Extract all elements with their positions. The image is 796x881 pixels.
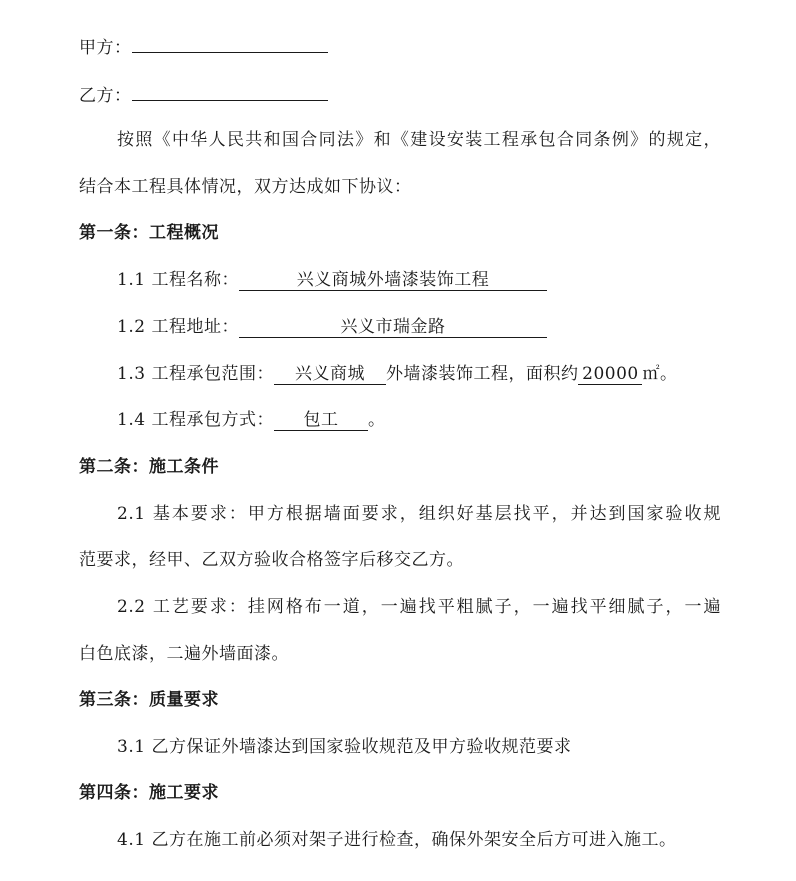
- item-1-3: [117, 362, 677, 386]
- project-name-value: 兴义商城外墙漆装饰工程: [239, 270, 547, 291]
- article-1-heading: 第一条：工程概况: [79, 223, 219, 243]
- party-b-line: [79, 82, 328, 108]
- project-area-value: 20000: [578, 364, 642, 385]
- item-1-2-label: 1.2 工程地址：: [117, 317, 239, 337]
- item-1-3-label: 1.3 工程承包范围：: [117, 364, 274, 384]
- area-unit: ㎡。: [642, 364, 678, 384]
- article-3-heading: 第三条：质量要求: [79, 690, 219, 710]
- article-2-heading: 第二条：施工条件: [79, 457, 219, 477]
- item-1-3-text: 外墙漆装饰工程，面积约: [385, 364, 579, 384]
- party-b-label: 乙方：: [79, 86, 132, 106]
- party-a-blank[interactable]: [132, 34, 328, 53]
- item-1-1-label: 1.1 工程名称：: [117, 270, 239, 290]
- preamble-line-1: 按照《中华人民共和国合同法》和《建设安装工程承包合同条例》的规定，: [117, 130, 721, 150]
- article-4-heading: 第四条：施工要求: [79, 783, 219, 803]
- contract-method-value: 包工: [274, 410, 368, 431]
- project-address-value: 兴义市瑞金路: [239, 317, 547, 338]
- project-scope-value: 兴义商城: [274, 364, 386, 385]
- item-1-1: [117, 268, 547, 292]
- item-1-4-label: 1.4 工程承包方式：: [117, 410, 274, 430]
- item-2-2-line-1: 2.2 工艺要求：挂网格布一道，一遍找平粗腻子，一遍找平细腻子，一遍: [117, 597, 721, 617]
- item-1-2: [117, 315, 547, 339]
- party-b-blank[interactable]: [132, 82, 328, 101]
- item-1-4: [117, 408, 385, 432]
- party-a-line: [79, 34, 328, 60]
- item-1-4-end: 。: [367, 410, 386, 430]
- party-a-label: 甲方：: [79, 38, 132, 58]
- item-2-1-line-2: 范要求，经甲、乙双方验收合格签字后移交乙方。: [79, 550, 464, 570]
- item-4-1: 4.1 乙方在施工前必须对架子进行检查，确保外架安全后方可进入施工。: [117, 830, 677, 850]
- preamble-line-2: 结合本工程具体情况，双方达成如下协议：: [79, 177, 412, 197]
- item-2-2-line-2: 白色底漆，二遍外墙面漆。: [79, 644, 289, 664]
- item-2-1-line-1: 2.1 基本要求：甲方根据墙面要求，组织好基层找平，并达到国家验收规: [117, 504, 721, 524]
- item-3-1: 3.1 乙方保证外墙漆达到国家验收规范及甲方验收规范要求: [117, 737, 572, 757]
